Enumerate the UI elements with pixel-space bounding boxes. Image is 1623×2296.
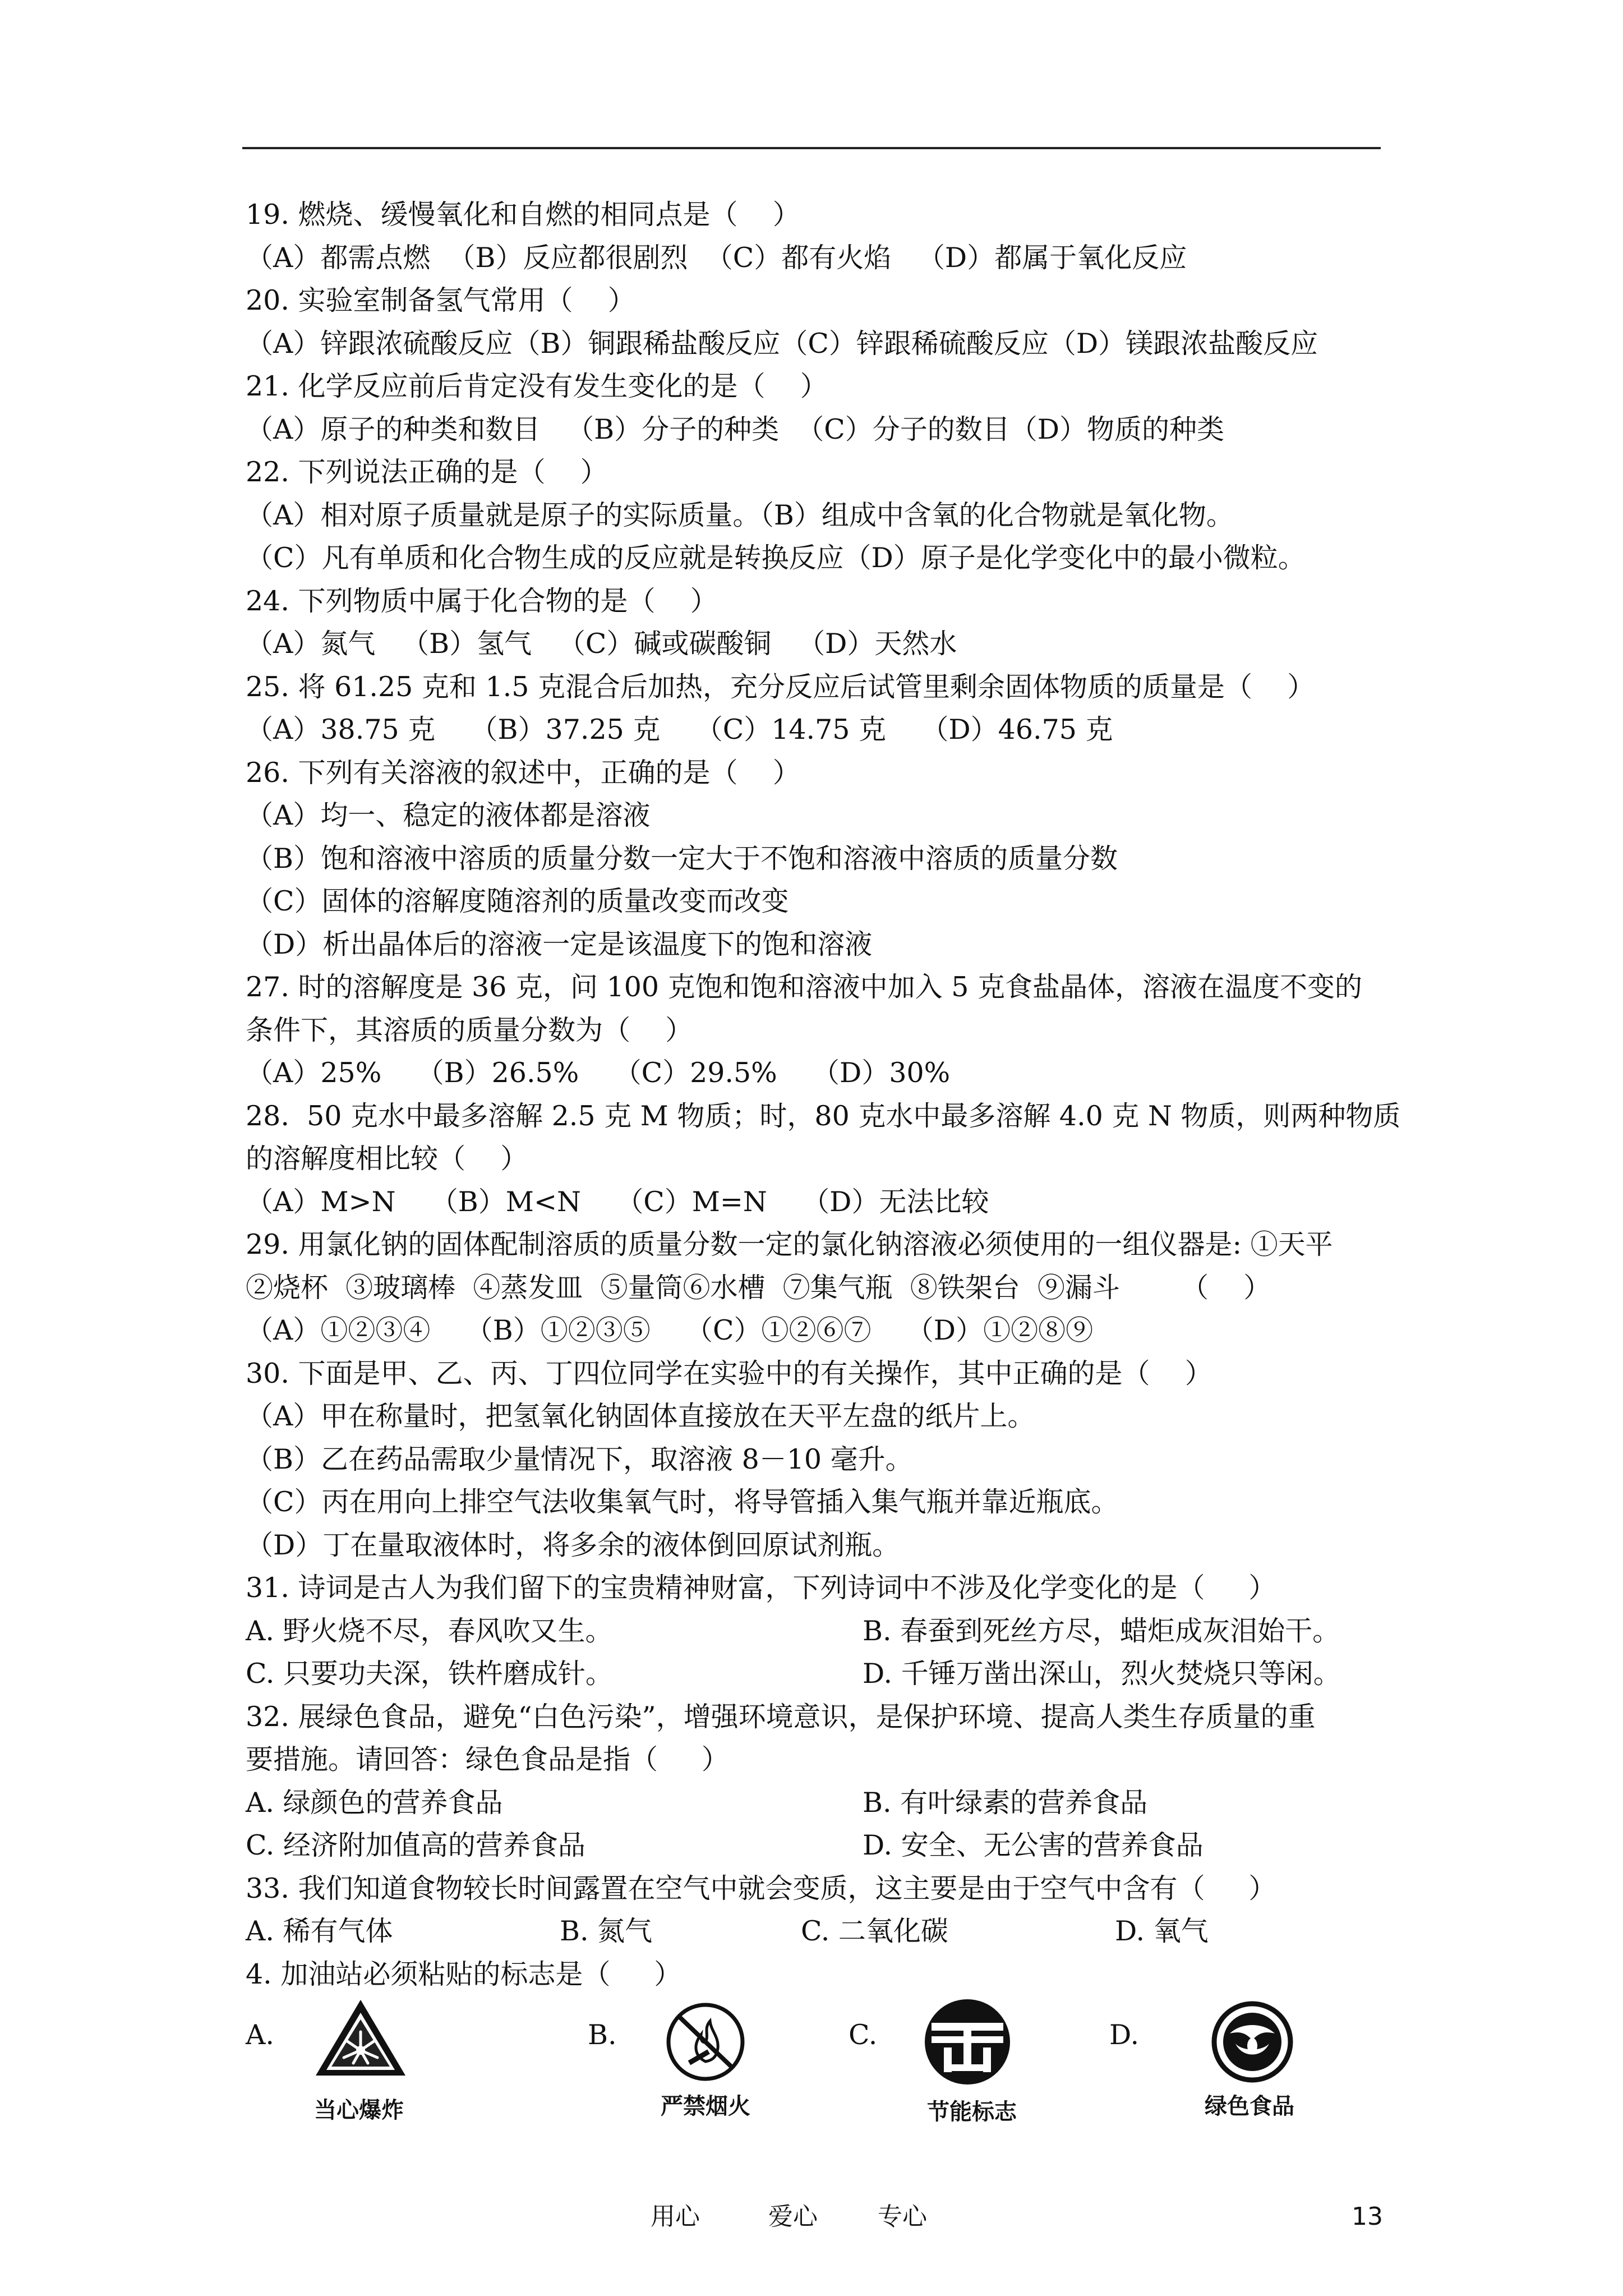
question-24-options: （A）氮气 （B）氢气 （C）碱或碳酸铜 （D）天然水 <box>246 628 957 660</box>
footer-motto-2: 爱心 <box>768 2202 818 2231</box>
question-list <box>246 194 1401 1996</box>
question-20-options: （A）锌跟浓硫酸反应（B）铜跟稀盐酸反应（C）锌跟稀硫酸反应（D）镁跟浓盐酸反应 <box>246 327 1318 360</box>
question-22-options-cd: （C）凡有单质和化合物生成的反应就是转换反应（D）原子是化学变化中的最小微粒。 <box>246 542 1306 574</box>
energy-saving-icon <box>921 1997 1014 2087</box>
question-32-option-c: C. 经济附加值高的营养食品 <box>246 1829 585 1861</box>
sign-option-d-letter: D. <box>1109 2019 1140 2051</box>
question-33-options <box>246 1910 1390 1953</box>
question-21-options: （A）原子的种类和数目 （B）分子的种类 （C）分子的数目（D）物质的种类 <box>246 413 1225 445</box>
sign-option-a-letter: A. <box>246 2019 274 2051</box>
sign-options <box>246 1997 1395 2126</box>
question-4: 4. 加油站必须粘贴的标志是（ ） <box>246 1958 682 1990</box>
explosion-warning-icon <box>313 1997 408 2078</box>
question-33: 33. 我们知道食物较长时间露置在空气中就会变质，这主要是由于空气中含有（ ） <box>246 1872 1276 1904</box>
question-33-option-d: D. 氧气 <box>1115 1915 1209 1947</box>
question-32-options-row1 <box>246 1782 1390 1825</box>
question-30-option-a: （A）甲在称量时，把氢氧化钠固体直接放在天平左盘的纸片上。 <box>246 1400 1035 1432</box>
question-27: 27. 时的溶解度是 36 克，问 100 克饱和饱和溶液中加入 5 克食盐晶体，溶液在温度不变的 <box>246 971 1363 1003</box>
question-28: 28. 50 克水中最多溶解 2.5 克 M 物质；时，80 克水中最多溶解 4.0 克 N 物质，则两种物质 <box>246 1099 1401 1132</box>
question-27-continued: 条件下，其溶质的质量分数为（ ） <box>246 1014 693 1046</box>
question-33-option-a: A. 稀有气体 <box>246 1915 393 1947</box>
footer-motto-1: 用心 <box>651 2202 700 2231</box>
footer-motto-3: 专心 <box>878 2202 927 2231</box>
header-rule <box>242 147 1381 149</box>
question-22-options-ab: （A）相对原子质量就是原子的实际质量。（B）组成中含氧的化合物就是氧化物。 <box>246 499 1234 531</box>
question-33-option-c: C. 二氧化碳 <box>801 1915 948 1947</box>
question-26-option-b: （B）饱和溶液中溶质的质量分数一定大于不饱和溶液中溶质的质量分数 <box>246 842 1118 875</box>
question-32-option-d: D. 安全、无公害的营养食品 <box>863 1829 1204 1861</box>
question-32-options-row2 <box>246 1824 1390 1867</box>
question-31-option-a: A. 野火烧不尽，春风吹又生。 <box>246 1614 613 1647</box>
question-31-options-row1 <box>246 1610 1390 1653</box>
question-26-option-a: （A）均一、稳定的液体都是溶液 <box>246 799 651 831</box>
question-26-option-c: （C）固体的溶解度随溶剂的质量改变而改变 <box>246 885 789 917</box>
question-32: 32. 展绿色食品，避免“白色污染”，增强环境意识，是保护环境、提高人类生存质量的重 <box>246 1700 1316 1733</box>
sign-option-b-caption: 严禁烟火 <box>661 2093 750 2119</box>
question-29-options: （A）①②③④ （B）①②③⑤ （C）①②⑥⑦ （D）①②⑧⑨ <box>246 1314 1094 1346</box>
question-19-options: （A）都需点燃 （B）反应都很剧烈 （C）都有火焰 （D）都属于氧化反应 <box>246 241 1187 274</box>
question-31-option-b: B. 春蚕到死丝方尽，蜡炬成灰泪始干。 <box>863 1614 1340 1647</box>
question-25: 25. 将 61.25 克和 1.5 克混合后加热，充分反应后试管里剩余固体物质的质量是（ ） <box>246 670 1315 703</box>
sign-option-b-letter: B. <box>588 2019 617 2051</box>
question-26-option-d: （D）析出晶体后的溶液一定是该温度下的饱和溶液 <box>246 928 873 960</box>
question-28-continued: 的溶解度相比较（ ） <box>246 1143 528 1175</box>
question-30-option-d: （D）丁在量取液体时，将多余的液体倒回原试剂瓶。 <box>246 1529 900 1561</box>
question-31-options-row2 <box>246 1653 1390 1696</box>
question-29-continued: ②烧杯 ③玻璃棒 ④蒸发皿 ⑤量筒⑥水槽 ⑦集气瓶 ⑧铁架台 ⑨漏斗 （ ） <box>246 1271 1271 1304</box>
question-33-option-b: B. 氮气 <box>560 1915 653 1947</box>
question-32-option-b: B. 有叶绿素的营养食品 <box>863 1786 1148 1819</box>
question-32-option-a: A. 绿颜色的营养食品 <box>246 1786 503 1819</box>
question-30-option-b: （B）乙在药品需取少量情况下，取溶液 8－10 毫升。 <box>246 1443 913 1475</box>
question-25-options: （A）38.75 克 （B）37.25 克 （C）14.75 克 （D）46.75 克 <box>246 714 1113 746</box>
question-20: 20. 实验室制备氢气常用（ ） <box>246 284 635 316</box>
question-28-options: （A）M>N （B）M<N （C）M=N （D）无法比较 <box>246 1185 989 1218</box>
sign-option-d-caption: 绿色食品 <box>1205 2093 1294 2119</box>
sign-option-a-caption: 当心爆炸 <box>314 2097 404 2123</box>
question-29: 29. 用氯化钠的固体配制溶质的质量分数一定的氯化钠溶液必须使用的一组仪器是: ①天平 <box>246 1228 1333 1260</box>
question-31-option-d: D. 千锤万凿出深山，烈火焚烧只等闲。 <box>863 1658 1341 1690</box>
question-31: 31. 诗词是古人为我们留下的宝贵精神财富，下列诗词中不涉及化学变化的是（ ） <box>246 1572 1276 1604</box>
question-30: 30. 下面是甲、乙、丙、丁四位同学在实验中的有关操作，其中正确的是（ ） <box>246 1357 1212 1389</box>
sign-option-c-letter: C. <box>849 2019 878 2051</box>
question-26: 26. 下列有关溶液的叙述中，正确的是（ ） <box>246 756 800 789</box>
question-31-option-c: C. 只要功夫深，铁杵磨成针。 <box>246 1658 613 1690</box>
question-27-options: （A）25% （B）26.5% （C）29.5% （D）30% <box>246 1057 951 1089</box>
question-19: 19. 燃烧、缓慢氧化和自燃的相同点是（ ） <box>246 199 800 231</box>
question-30-option-c: （C）丙在用向上排空气法收集氧气时，将导管插入集气瓶并靠近瓶底。 <box>246 1486 1119 1518</box>
sign-option-c-caption: 节能标志 <box>927 2099 1017 2125</box>
question-32-continued: 要措施。请回答：绿色食品是指（ ） <box>246 1743 729 1775</box>
question-24: 24. 下列物质中属于化合物的是（ ） <box>246 585 718 617</box>
no-fire-icon <box>661 2000 750 2084</box>
question-21: 21. 化学反应前后肯定没有发生变化的是（ ） <box>246 370 828 402</box>
page-number: 13 <box>1352 2202 1383 2231</box>
green-food-icon <box>1207 2000 1297 2084</box>
question-22: 22. 下列说法正确的是（ ） <box>246 456 608 488</box>
